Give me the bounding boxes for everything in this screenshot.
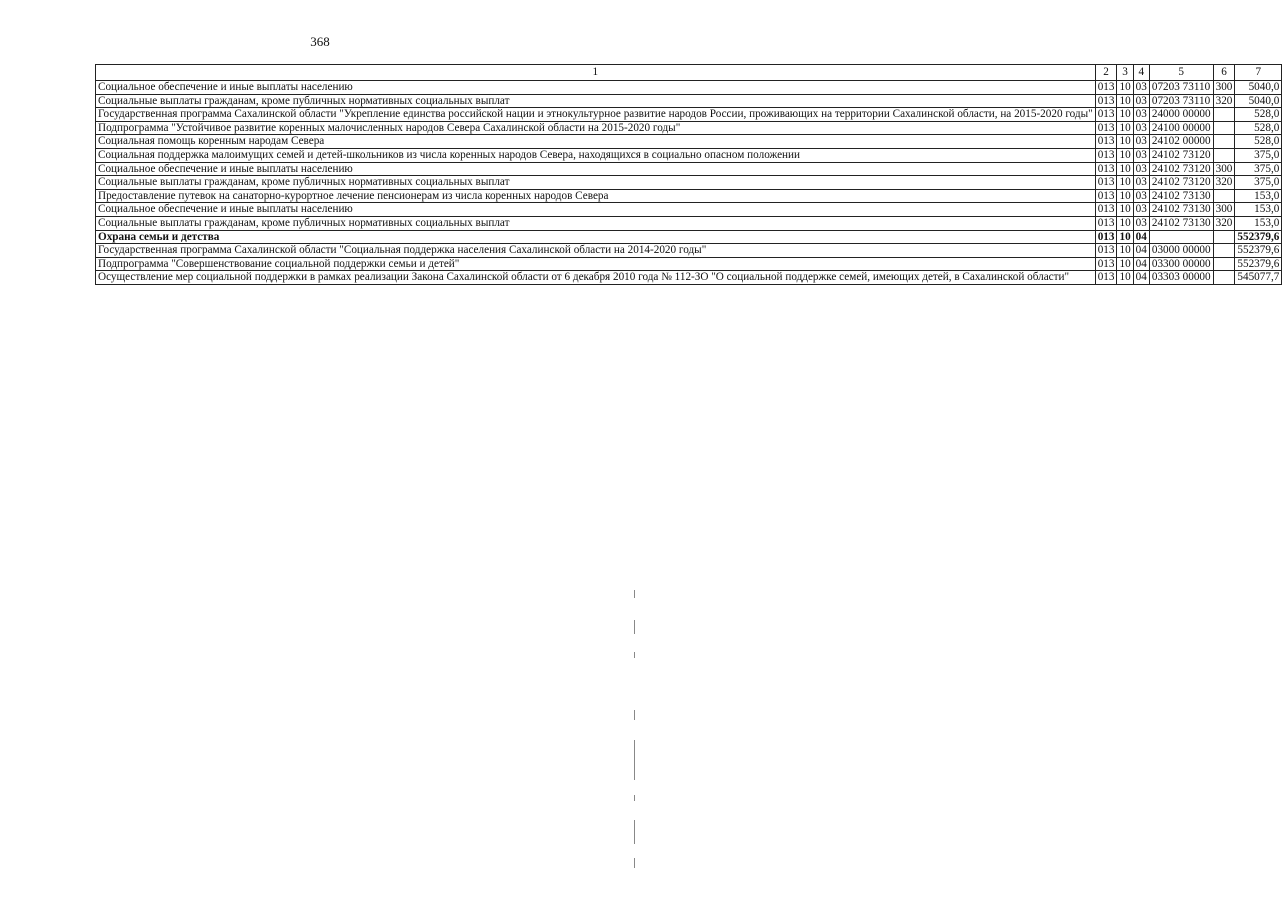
row-c5-cell: 07203 73110 [1149,81,1213,95]
row-c3-cell: 10 [1117,135,1133,149]
row-c7-cell: 545077,7 [1235,271,1282,285]
header-cell: 3 [1117,65,1133,81]
row-c4-cell: 04 [1133,230,1149,244]
row-c5-cell: 24102 73130 [1149,216,1213,230]
row-c4-cell: 03 [1133,203,1149,217]
table-row [96,216,1282,230]
row-c4-cell: 04 [1133,271,1149,285]
header-cell: 1 [96,65,1096,81]
row-c6-cell [1213,257,1235,271]
row-name-cell: Социальное обеспечение и иные выплаты населению [96,162,1096,176]
header-cell: 2 [1095,65,1117,81]
table-row [96,271,1282,285]
row-c3-cell: 10 [1117,162,1133,176]
row-name-cell: Предоставление путевок на санаторно-курортное лечение пенсионерам из числа коренных народов Севера [96,189,1096,203]
row-c4-cell: 03 [1133,94,1149,108]
row-c3-cell: 10 [1117,257,1133,271]
row-c2-cell: 013 [1095,148,1117,162]
row-c5-cell: 24000 00000 [1149,108,1213,122]
row-name-cell: Осуществление мер социальной поддержки в рамках реализации Закона Сахалинской области от 6 декабря 2010 года № 112-ЗО "О социальной поддержке семей, имеющих детей, в Сахалинской области" [96,271,1096,285]
row-c5-cell: 07203 73110 [1149,94,1213,108]
row-c3-cell: 10 [1117,148,1133,162]
row-c6-cell [1213,135,1235,149]
row-name-cell: Социальная поддержка малоимущих семей и детей-школьников из числа коренных народов Севера, находящихся в социально опасном положении [96,148,1096,162]
row-name-cell: Социальные выплаты гражданам, кроме публичных нормативных социальных выплат [96,216,1096,230]
row-c4-cell: 03 [1133,216,1149,230]
row-c3-cell: 10 [1117,94,1133,108]
table-row [96,257,1282,271]
table-row [96,176,1282,190]
row-c7-cell: 528,0 [1235,135,1282,149]
row-c4-cell: 03 [1133,162,1149,176]
row-c7-cell: 528,0 [1235,108,1282,122]
row-c2-cell: 013 [1095,135,1117,149]
budget-table [95,64,1282,285]
row-c4-cell: 03 [1133,189,1149,203]
row-name-cell: Социальное обеспечение и иные выплаты населению [96,81,1096,95]
row-c5-cell: 24100 00000 [1149,121,1213,135]
row-c3-cell: 10 [1117,244,1133,258]
row-c2-cell: 013 [1095,216,1117,230]
scan-edge-marks [632,590,638,880]
table-row [96,94,1282,108]
row-c2-cell: 013 [1095,230,1117,244]
row-name-cell: Социальные выплаты гражданам, кроме публичных нормативных социальных выплат [96,94,1096,108]
row-c5-cell: 03303 00000 [1149,271,1213,285]
row-c2-cell: 013 [1095,81,1117,95]
row-name-cell: Охрана семьи и детства [96,230,1096,244]
row-c3-cell: 10 [1117,216,1133,230]
table-row [96,135,1282,149]
row-c2-cell: 013 [1095,271,1117,285]
row-c4-cell: 03 [1133,148,1149,162]
table-row [96,81,1282,95]
row-c5-cell: 24102 73120 [1149,148,1213,162]
row-c2-cell: 013 [1095,203,1117,217]
row-c7-cell: 552379,6 [1235,257,1282,271]
table-row [96,244,1282,258]
row-name-cell: Социальные выплаты гражданам, кроме публичных нормативных социальных выплат [96,176,1096,190]
row-c6-cell [1213,244,1235,258]
row-c7-cell: 375,0 [1235,162,1282,176]
row-c3-cell: 10 [1117,108,1133,122]
row-c3-cell: 10 [1117,230,1133,244]
row-c6-cell: 320 [1213,176,1235,190]
row-name-cell: Подпрограмма "Совершенствование социальной поддержки семьи и детей" [96,257,1096,271]
table-row [96,162,1282,176]
row-name-cell: Государственная программа Сахалинской области "Укрепление единства российской нации и этнокультурное развитие народов России, проживающих на территории Сахалинской области, на 2015-2020 годы" [96,108,1096,122]
page-number: 368 [310,34,330,49]
row-c7-cell: 552379,6 [1235,244,1282,258]
header-cell: 4 [1133,65,1149,81]
row-name-cell: Социальная помощь коренным народам Севера [96,135,1096,149]
row-c4-cell: 03 [1133,121,1149,135]
row-c3-cell: 10 [1117,203,1133,217]
row-c7-cell: 375,0 [1235,148,1282,162]
row-c2-cell: 013 [1095,162,1117,176]
row-c3-cell: 10 [1117,121,1133,135]
row-c6-cell: 300 [1213,162,1235,176]
row-c7-cell: 5040,0 [1235,81,1282,95]
table-row [96,148,1282,162]
row-c3-cell: 10 [1117,189,1133,203]
row-c4-cell: 03 [1133,108,1149,122]
row-c6-cell: 300 [1213,203,1235,217]
row-c3-cell: 10 [1117,176,1133,190]
row-c5-cell: 24102 73120 [1149,162,1213,176]
row-c7-cell: 5040,0 [1235,94,1282,108]
table-row [96,108,1282,122]
row-c6-cell [1213,189,1235,203]
row-c7-cell: 153,0 [1235,189,1282,203]
row-c5-cell: 24102 73130 [1149,189,1213,203]
table-row [96,189,1282,203]
row-c4-cell: 03 [1133,176,1149,190]
row-c2-cell: 013 [1095,121,1117,135]
row-c4-cell: 04 [1133,257,1149,271]
row-c2-cell: 013 [1095,108,1117,122]
row-c5-cell: 24102 00000 [1149,135,1213,149]
row-c2-cell: 013 [1095,244,1117,258]
row-c7-cell: 528,0 [1235,121,1282,135]
row-c5-cell: 03000 00000 [1149,244,1213,258]
row-c6-cell [1213,271,1235,285]
table-row [96,230,1282,244]
row-c7-cell: 375,0 [1235,176,1282,190]
row-name-cell: Социальное обеспечение и иные выплаты населению [96,203,1096,217]
row-c7-cell: 552379,6 [1235,230,1282,244]
table-row [96,203,1282,217]
row-c7-cell: 153,0 [1235,203,1282,217]
row-c6-cell: 320 [1213,94,1235,108]
row-c5-cell: 03300 00000 [1149,257,1213,271]
row-c2-cell: 013 [1095,176,1117,190]
row-c6-cell: 300 [1213,81,1235,95]
row-c6-cell [1213,108,1235,122]
row-c6-cell: 320 [1213,216,1235,230]
row-c7-cell: 153,0 [1235,216,1282,230]
row-c6-cell [1213,148,1235,162]
row-c3-cell: 10 [1117,271,1133,285]
row-c4-cell: 03 [1133,81,1149,95]
row-c6-cell [1213,121,1235,135]
table-header-row [96,65,1282,81]
row-c2-cell: 013 [1095,189,1117,203]
row-c6-cell [1213,230,1235,244]
header-cell: 7 [1235,65,1282,81]
header-cell: 6 [1213,65,1235,81]
row-c5-cell: 24102 73130 [1149,203,1213,217]
row-name-cell: Подпрограмма "Устойчивое развитие коренных малочисленных народов Севера Сахалинской области на 2015-2020 годы" [96,121,1096,135]
table-row [96,121,1282,135]
row-c3-cell: 10 [1117,81,1133,95]
row-c4-cell: 03 [1133,135,1149,149]
row-c4-cell: 04 [1133,244,1149,258]
row-c2-cell: 013 [1095,94,1117,108]
row-c5-cell [1149,230,1213,244]
row-c5-cell: 24102 73120 [1149,176,1213,190]
row-name-cell: Государственная программа Сахалинской области "Социальная поддержка населения Сахалинской области на 2014-2020 годы" [96,244,1096,258]
row-c2-cell: 013 [1095,257,1117,271]
header-cell: 5 [1149,65,1213,81]
